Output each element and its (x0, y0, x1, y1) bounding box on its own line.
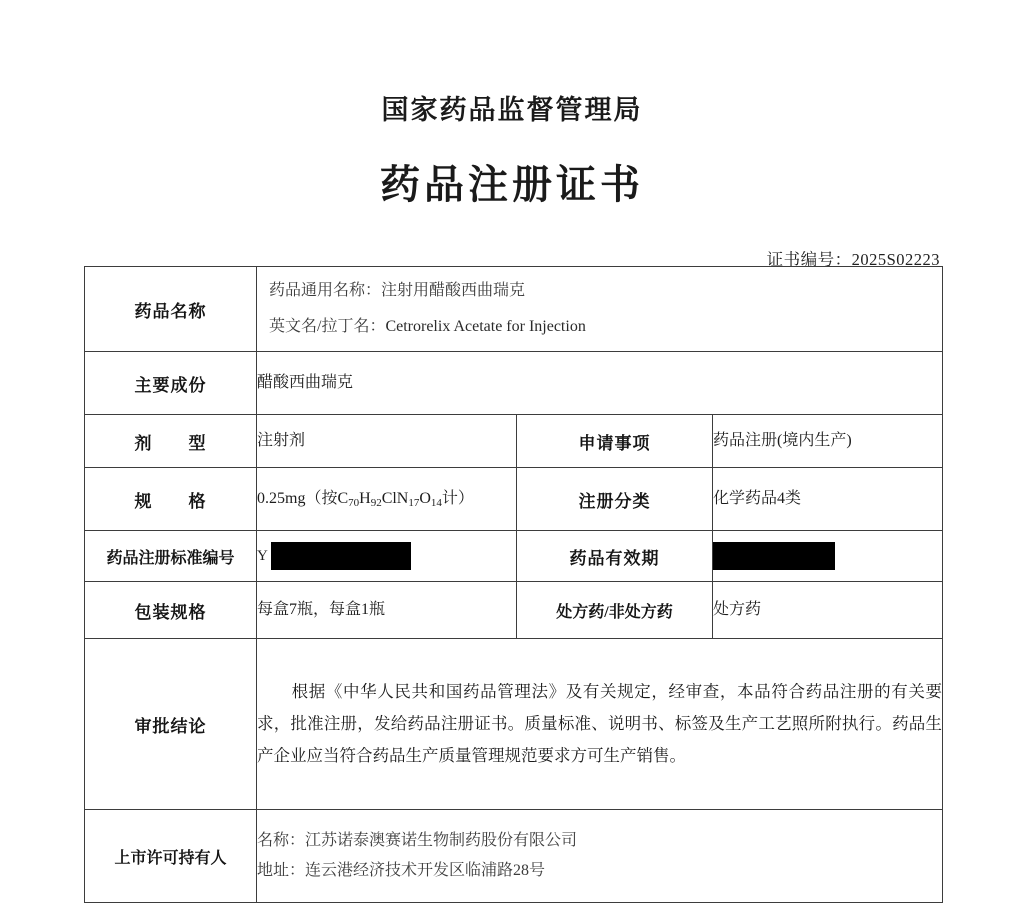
generic-name-label: 药品通用名称： (269, 282, 382, 299)
spec-mid-3: O (419, 490, 431, 508)
label-dosage-form: 剂 型 (85, 415, 257, 468)
label-specification: 规 格 (85, 468, 257, 531)
spec-mid-2: ClN (381, 490, 409, 508)
label-prescription: 处方药/非处方药 (517, 582, 713, 639)
holder-name-label: 名称： (257, 831, 306, 849)
value-standard-number (257, 531, 517, 582)
holder-address-line (257, 856, 942, 886)
certificate-number-label: 证书编号： (766, 250, 852, 269)
holder-address-value: 连云港经济技术开发区临浦路28号 (305, 862, 546, 879)
issuing-agency-name: 国家药品监督管理局 (381, 95, 643, 125)
value-package-spec: 每盒7瓶，每盒1瓶 (257, 582, 517, 639)
label-drug-name: 药品名称 (85, 267, 257, 352)
standard-number-marker: Y (257, 547, 268, 564)
document-header (0, 0, 1024, 210)
redaction-bar-validity (713, 542, 835, 570)
table-row-standard-number (85, 531, 943, 582)
spec-prefix: 0.25mg（按C (257, 490, 349, 508)
english-name-label: 英文名/拉丁名： (269, 318, 386, 335)
value-conclusion (257, 639, 943, 810)
value-main-ingredient: 醋酸西曲瑞克 (257, 352, 943, 415)
table-row-main-ingredient (85, 352, 943, 415)
document-title: 药品注册证书 (380, 162, 644, 207)
generic-name-line (257, 273, 942, 309)
label-holder: 上市许可持有人 (85, 810, 257, 903)
conclusion-text: 根据《中华人民共和国药品管理法》及有关规定，经审查，本品符合药品注册的有关要求，批准注册，发给药品注册证书。质量标准、说明书、标签及生产工艺照所附执行。药品生产企业应当符合药品生产质量管理规范要求方可生产销售。 (257, 681, 942, 766)
value-validity (713, 531, 943, 582)
redaction-bar-standard-number (271, 542, 411, 570)
table-row-dosage-form (85, 415, 943, 468)
spec-sub-3: 17 (408, 497, 420, 510)
spec-suffix: 计） (441, 490, 474, 508)
label-validity: 药品有效期 (517, 531, 713, 582)
label-registration-category: 注册分类 (517, 468, 713, 531)
spec-sub-2: 92 (370, 497, 382, 510)
table-row-drug-name (85, 267, 943, 352)
english-name-value: Cetrorelix Acetate for Injection (385, 318, 586, 335)
table-row-package-spec (85, 582, 943, 639)
holder-address-label: 地址： (257, 862, 306, 879)
value-holder (257, 810, 943, 903)
english-name-line (257, 309, 942, 345)
value-application-matter: 药品注册(境内生产) (713, 415, 943, 468)
table-row-holder (85, 810, 943, 903)
label-package-spec: 包装规格 (85, 582, 257, 639)
certificate-table (84, 266, 943, 903)
label-main-ingredient: 主要成份 (85, 352, 257, 415)
spec-sub-1: 70 (348, 497, 360, 510)
label-application-matter: 申请事项 (517, 415, 713, 468)
holder-name-line (257, 826, 942, 856)
holder-name-value: 江苏诺泰澳赛诺生物制药股份有限公司 (305, 831, 578, 849)
value-specification (257, 468, 517, 531)
generic-name-value: 注射用醋酸西曲瑞克 (381, 282, 526, 299)
spec-mid-1: H (359, 490, 371, 508)
cell-drug-name-values (257, 267, 943, 352)
value-prescription: 处方药 (713, 582, 943, 639)
spec-sub-4: 14 (430, 497, 442, 510)
value-dosage-form: 注射剂 (257, 415, 517, 468)
label-standard-number: 药品注册标准编号 (85, 531, 257, 582)
certificate-number-value: 2025S02223 (851, 250, 940, 269)
label-conclusion: 审批结论 (85, 639, 257, 810)
table-row-specification (85, 468, 943, 531)
table-row-conclusion (85, 639, 943, 810)
value-registration-category: 化学药品4类 (713, 468, 943, 531)
